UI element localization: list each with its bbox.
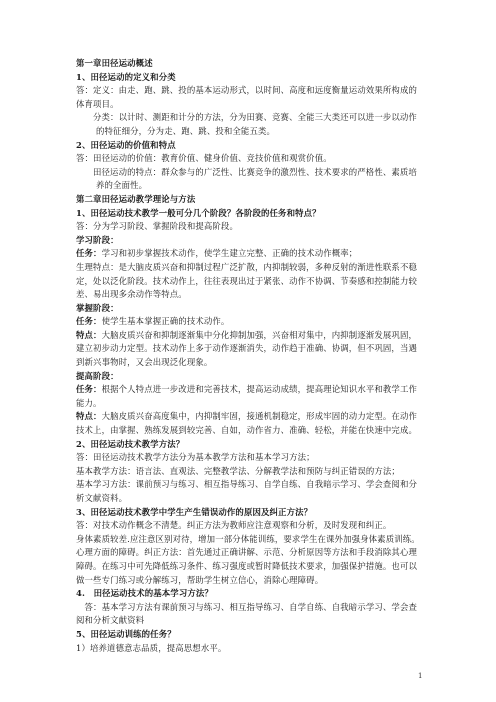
text-line: 阅和分析文献资料 <box>76 615 145 626</box>
text-line: 到新兴事物时，又会出现泛化现象。 <box>76 357 213 368</box>
section-heading: 2、田径运动技术教学方法？ <box>76 438 185 449</box>
text-line: 1）培养道德意志品质，提高思想水平。 <box>76 642 227 653</box>
section-heading: 提高阶段： <box>76 370 119 381</box>
text-line: 答：对技术动作概念不清楚。纠正方法为教师应注意观察和分析，及时发现和纠正。 <box>76 520 392 531</box>
text-line: 定，处以泛化阶段。技术动作上，往往表现出过于紧张、动作不协调、节奏感和控制能力较 <box>76 275 417 286</box>
text-line: 差、易出现多余动作等特点。 <box>76 289 187 300</box>
text-line: 答：基本学习方法有课前预习与练习、相互指导练习、自学自练、自我暗示学习、学会查 <box>76 601 417 612</box>
text-line: 身体素质较差.应注意区别对待，增加一部分体能训练，要求学生在课外加强身体素质训练。 <box>76 533 420 544</box>
text-line: 体育项目。 <box>76 98 119 109</box>
section-heading: 第一章田径运动概述 <box>76 58 153 68</box>
line-lead-label: 任务： <box>76 316 102 327</box>
text-line <box>76 383 421 397</box>
text-line: 技术上，由掌握、熟练发展到较完善、自如，动作省力、准确、轻松，并能在快速中完成。 <box>76 425 417 436</box>
text-line: 答：田径运动的价值：教育价值、健身价值、竞技价值和观赏价值。 <box>76 153 332 164</box>
section-heading: 3、田径运动技术教学中学生产生错误动作的原因及纠正方法？ <box>76 506 313 517</box>
text-line: 能力。 <box>76 397 102 408</box>
line-lead-label: 任务： <box>76 248 102 259</box>
text-line: 基本教学方法：语言法、直观法、完整教学法、分解教学法和预防与纠正错误的方法； <box>76 465 400 476</box>
text-line: 分类：以计时、测距和计分的方法，分为田赛、竞赛、全能三大类还可以进一步以动作 <box>93 112 417 123</box>
section-heading: 第二章田径运动教学理论与方法 <box>76 193 196 204</box>
line-body: 大脑皮质兴奋高度集中，内抑制牢固，接通机制稳定，形成牢固的动力定型。在动作 <box>101 411 418 422</box>
text-line: 生理特点：是大脑皮质兴奋和抑制过程广泛扩散，内抑制较弱，多种反射的渐进性联系不稳 <box>76 261 417 272</box>
text-line: 心理方面的障碍。纠正方法：首先通过正确讲解、示范、分析原因等方法和手段消除其心理 <box>76 547 417 558</box>
text-line: 答：定义：由走、跑、跳、投的基本运动形式，以时间、高度和远度衡量运动效果所构成的 <box>76 85 417 96</box>
line-body: 根据个人特点进一步改进和完善技术，提高运动成绩，提高理论知识水平和教学工作 <box>101 384 418 395</box>
line-body: 大脑皮质兴奋和抑制逐渐集中分化抑制加强，兴奋相对集中，内抑制逐渐发展巩固， <box>101 329 418 340</box>
section-heading: 学习阶段： <box>76 234 119 245</box>
text-line: 养的全面性。 <box>96 180 148 191</box>
text-line <box>76 329 421 343</box>
text-line: 障碍。在练习中可先降低练习条件、练习强度或暂时降低技术要求，加强保护措施。也可以 <box>76 560 417 571</box>
text-line: 田径运动的特点：群众参与的广泛性、比赛竞争的激烈性、技术要求的严格性、素质培 <box>93 166 417 177</box>
section-heading: 掌握阶段： <box>76 302 119 313</box>
section-heading: 2、田径运动的价值和特点 <box>76 139 176 150</box>
text-line: 基本学习方法：课前预习与练习、相互指导练习、自学自练、自我暗示学习、学会查阅和分 <box>76 479 417 490</box>
line-body: 使学生基本掌握正确的技术动作。 <box>101 316 230 327</box>
text-line <box>76 247 421 261</box>
page-number: 1 <box>418 672 423 680</box>
section-heading: 5、田径运动训练的任务？ <box>76 628 176 639</box>
text-line <box>76 410 421 424</box>
line-body: 学习和初步掌握技术动作，使学生建立完整、正确的技术动作概率； <box>101 248 358 259</box>
line-lead-label: 特点： <box>76 411 102 422</box>
text-line <box>76 315 421 329</box>
section-heading: 4. 田径运动技术的基本学习方法？ <box>76 588 213 599</box>
text-line: 析文献资料。 <box>76 493 128 503</box>
line-lead-label: 任务： <box>76 384 102 395</box>
text-line: 答：田径运动技术教学方法分为基本教学方法和基本学习方法； <box>76 452 315 463</box>
section-heading: 1、田径运动技术教学一般可分几个阶段？各阶段的任务和特点？ <box>76 207 321 218</box>
text-line: 的特征细分，分为走、跑、跳、投和全能五类。 <box>96 125 276 136</box>
text-line: 答：分为学习阶段、掌握阶段和提高阶段。 <box>76 221 238 232</box>
text-line: 建立初步动力定型。技术动作上多于动作逐渐消失，动作趋于准确、协调，但不巩固，当遇 <box>76 343 417 354</box>
text-line: 做一些专门练习或分解练习，帮助学生树立信心，消除心理障碍。 <box>76 574 324 585</box>
document-body <box>76 57 421 655</box>
section-heading: 1、田径运动的定义和分类 <box>76 71 176 82</box>
line-lead-label: 特点： <box>76 329 102 340</box>
